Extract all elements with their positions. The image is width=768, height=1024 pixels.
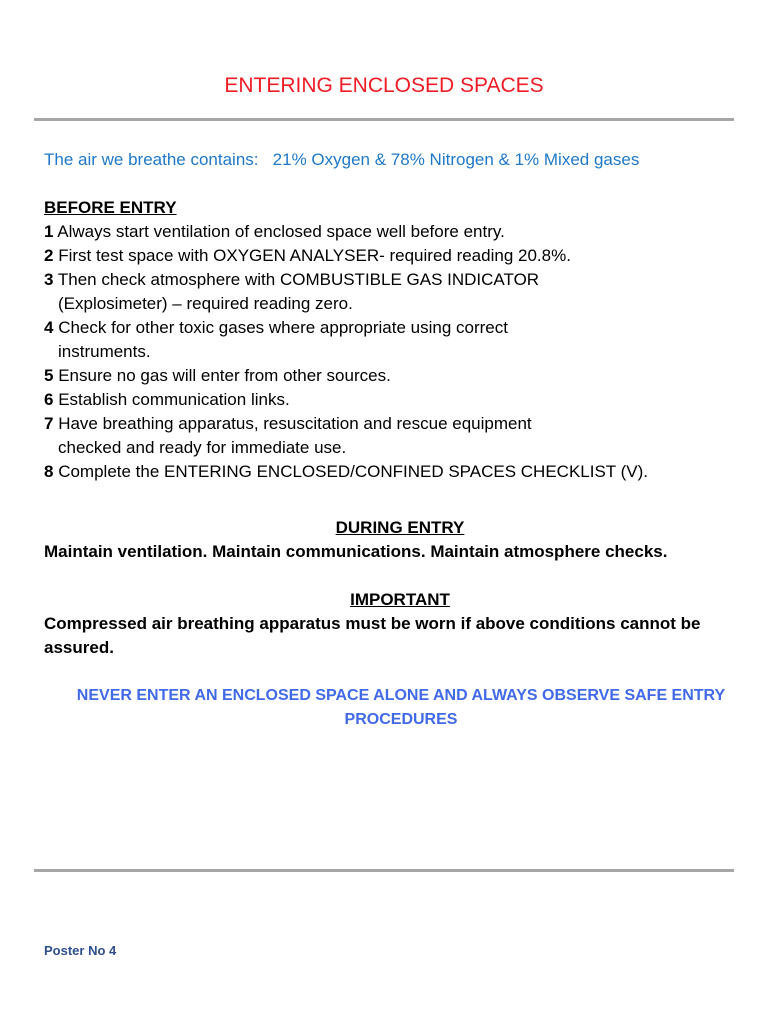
important-heading [0,588,768,612]
important-text: Compressed air breathing apparatus must be worn if above conditions cannot be assured. [44,614,701,657]
step-text: Then check atmosphere with COMBUSTIBLE GAS INDICATOR [53,270,540,289]
step-number: 7 [44,414,54,433]
air-composition-text: The air we breathe contains: 21% Oxygen & 78% Nitrogen & 1% Mixed gases [44,150,640,169]
step-text: First test space with OXYGEN ANALYSER- required reading 20.8%. [53,246,571,265]
before-entry-step [44,316,744,340]
during-entry-text: Maintain ventilation. Maintain communications. Maintain atmosphere checks. [44,542,668,561]
step-text: Complete the ENTERING ENCLOSED/CONFINED SPACES CHECKLIST (V). [53,462,648,481]
before-entry-step [44,220,744,244]
before-entry-step [44,460,744,484]
step-text-continued: checked and ready for immediate use. [58,438,347,457]
poster-number: Poster No 4 [44,943,117,958]
step-text: Establish communication links. [53,390,290,409]
bottom-divider [34,869,734,872]
during-entry-heading-text: DURING ENTRY [335,518,465,537]
step-text: Always start ventilation of enclosed space well before entry. [53,222,505,241]
step-number: 4 [44,318,54,337]
step-number: 1 [44,222,54,241]
poster-title: ENTERING ENCLOSED SPACES [224,74,544,97]
step-number: 2 [44,246,54,265]
step-number: 5 [44,366,54,385]
before-entry-heading: BEFORE ENTRY [44,198,177,217]
before-entry-steps [44,220,744,484]
step-number: 6 [44,390,54,409]
safety-warning: NEVER ENTER AN ENCLOSED SPACE ALONE AND ALWAYS OBSERVE SAFE ENTRY PROCEDURES [76,687,726,728]
step-text-continued: (Explosimeter) – required reading zero. [58,294,353,313]
during-entry-heading [0,516,768,540]
top-divider [34,118,734,121]
before-entry-section [44,196,744,484]
step-text: Check for other toxic gases where appropriate using correct [53,318,508,337]
step-number: 8 [44,462,54,481]
step-number: 3 [44,270,54,289]
before-entry-step [44,244,744,268]
before-entry-step [44,388,744,412]
step-text: Ensure no gas will enter from other sources. [53,366,391,385]
before-entry-step [44,364,744,388]
step-text: Have breathing apparatus, resuscitation and rescue equipment [53,414,532,433]
step-text-continued: instruments. [58,342,151,361]
before-entry-step [44,412,744,436]
before-entry-step [44,268,744,292]
important-heading-text: IMPORTANT [350,590,450,609]
